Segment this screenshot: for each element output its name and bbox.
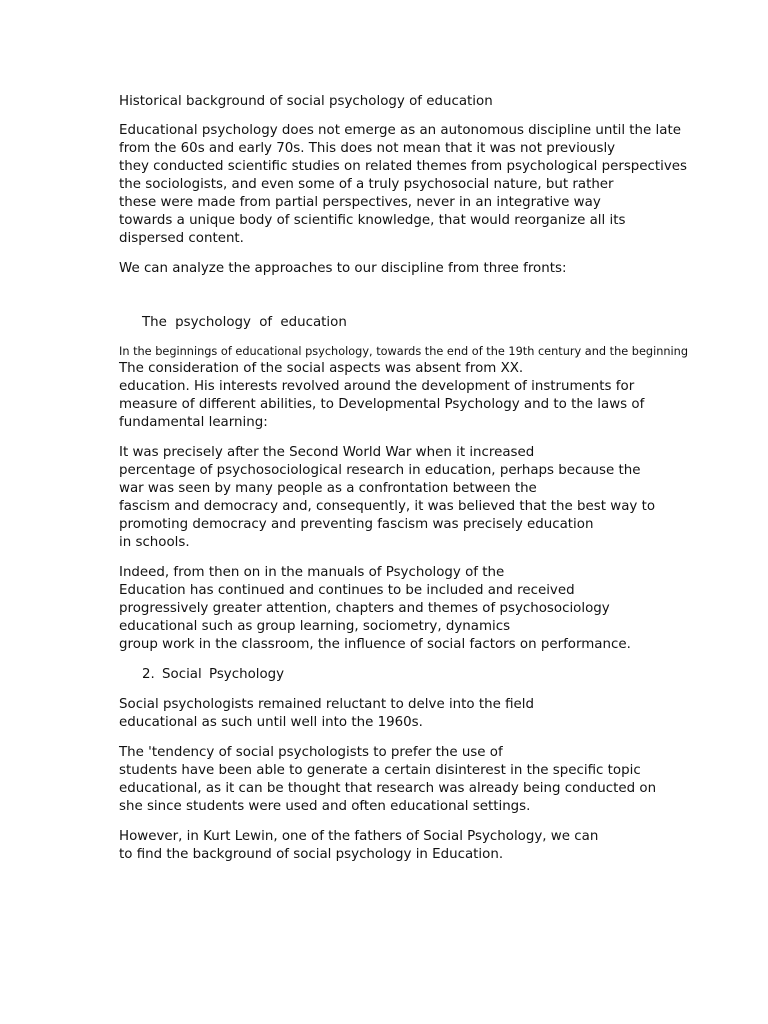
paragraph-line: It was precisely after the Second World War when it increased (119, 445, 535, 460)
section2-paragraph-3 (119, 828, 739, 864)
paragraph-line: Indeed, from then on in the manuals of Psychology of the (119, 565, 505, 580)
paragraph-line: war was seen by many people as a confrontation between the (119, 481, 537, 496)
paragraph-line: group work in the classroom, the influence of social factors on performance. (119, 637, 631, 652)
section2-paragraph-2 (119, 744, 739, 816)
paragraph-line: from the 60s and early 70s. This does not mean that it was not previously (119, 141, 616, 156)
paragraph-line: educational as such until well into the 1960s. (119, 715, 423, 730)
paragraph-line: However, in Kurt Lewin, one of the fathers of Social Psychology, we can (119, 829, 599, 844)
section1-paragraph-2 (119, 444, 739, 552)
paragraph-line: Education has continued and continues to be included and received (119, 583, 575, 598)
intro-paragraph (119, 122, 739, 248)
fronts-paragraph: We can analyze the approaches to our discipline from three fronts: (119, 261, 567, 276)
paragraph-line: The 'tendency of social psychologists to prefer the use of (119, 745, 503, 760)
paragraph-line: students have been able to generate a certain disinterest in the specific topic (119, 763, 641, 778)
section-note: In the beginnings of educational psychology, towards the end of the 19th century and the beginning (119, 345, 688, 358)
paragraph-line: fascism and democracy and, consequently, it was believed that the best way to (119, 499, 656, 514)
paragraph-line: towards a unique body of scientific knowledge, that would reorganize all its (119, 213, 626, 228)
section1-paragraph-3 (119, 564, 739, 654)
paragraph-line: promoting democracy and preventing fascism was precisely education (119, 517, 594, 532)
paragraph-line: the sociologists, and even some of a truly psychosocial nature, but rather (119, 177, 614, 192)
paragraph-line: they conducted scientific studies on related themes from psychological perspectives (119, 159, 688, 174)
paragraph-line: she since students were used and often educational settings. (119, 799, 531, 814)
paragraph-line: progressively greater attention, chapters and themes of psychosociology (119, 601, 610, 616)
paragraph-line: The consideration of the social aspects was absent from XX. (119, 361, 524, 376)
section-heading-social-psychology: 2. Social Psychology (142, 667, 285, 682)
paragraph-line: Social psychologists remained reluctant to delve into the field (119, 697, 534, 712)
paragraph-line: in schools. (119, 535, 190, 550)
paragraph-line: to find the background of social psychology in Education. (119, 847, 504, 862)
document-title: Historical background of social psychology of education (119, 94, 493, 109)
document-page (119, 93, 739, 864)
paragraph-line: Educational psychology does not emerge as an autonomous discipline until the late (119, 123, 681, 138)
paragraph-line: education. His interests revolved around the development of instruments for (119, 379, 635, 394)
paragraph-line: educational, as it can be thought that research was already being conducted on (119, 781, 657, 796)
section-heading-psychology-of-education: The psychology of education (142, 315, 347, 330)
paragraph-line: measure of different abilities, to Developmental Psychology and to the laws of (119, 397, 645, 412)
paragraph-line: fundamental learning: (119, 415, 268, 430)
section2-paragraph-1 (119, 696, 739, 732)
paragraph-line: percentage of psychosociological research in education, perhaps because the (119, 463, 641, 478)
section1-paragraph-1 (119, 360, 739, 432)
paragraph-line: educational such as group learning, sociometry, dynamics (119, 619, 511, 634)
paragraph-line: dispersed content. (119, 231, 244, 246)
paragraph-line: these were made from partial perspectives, never in an integrative way (119, 195, 601, 210)
